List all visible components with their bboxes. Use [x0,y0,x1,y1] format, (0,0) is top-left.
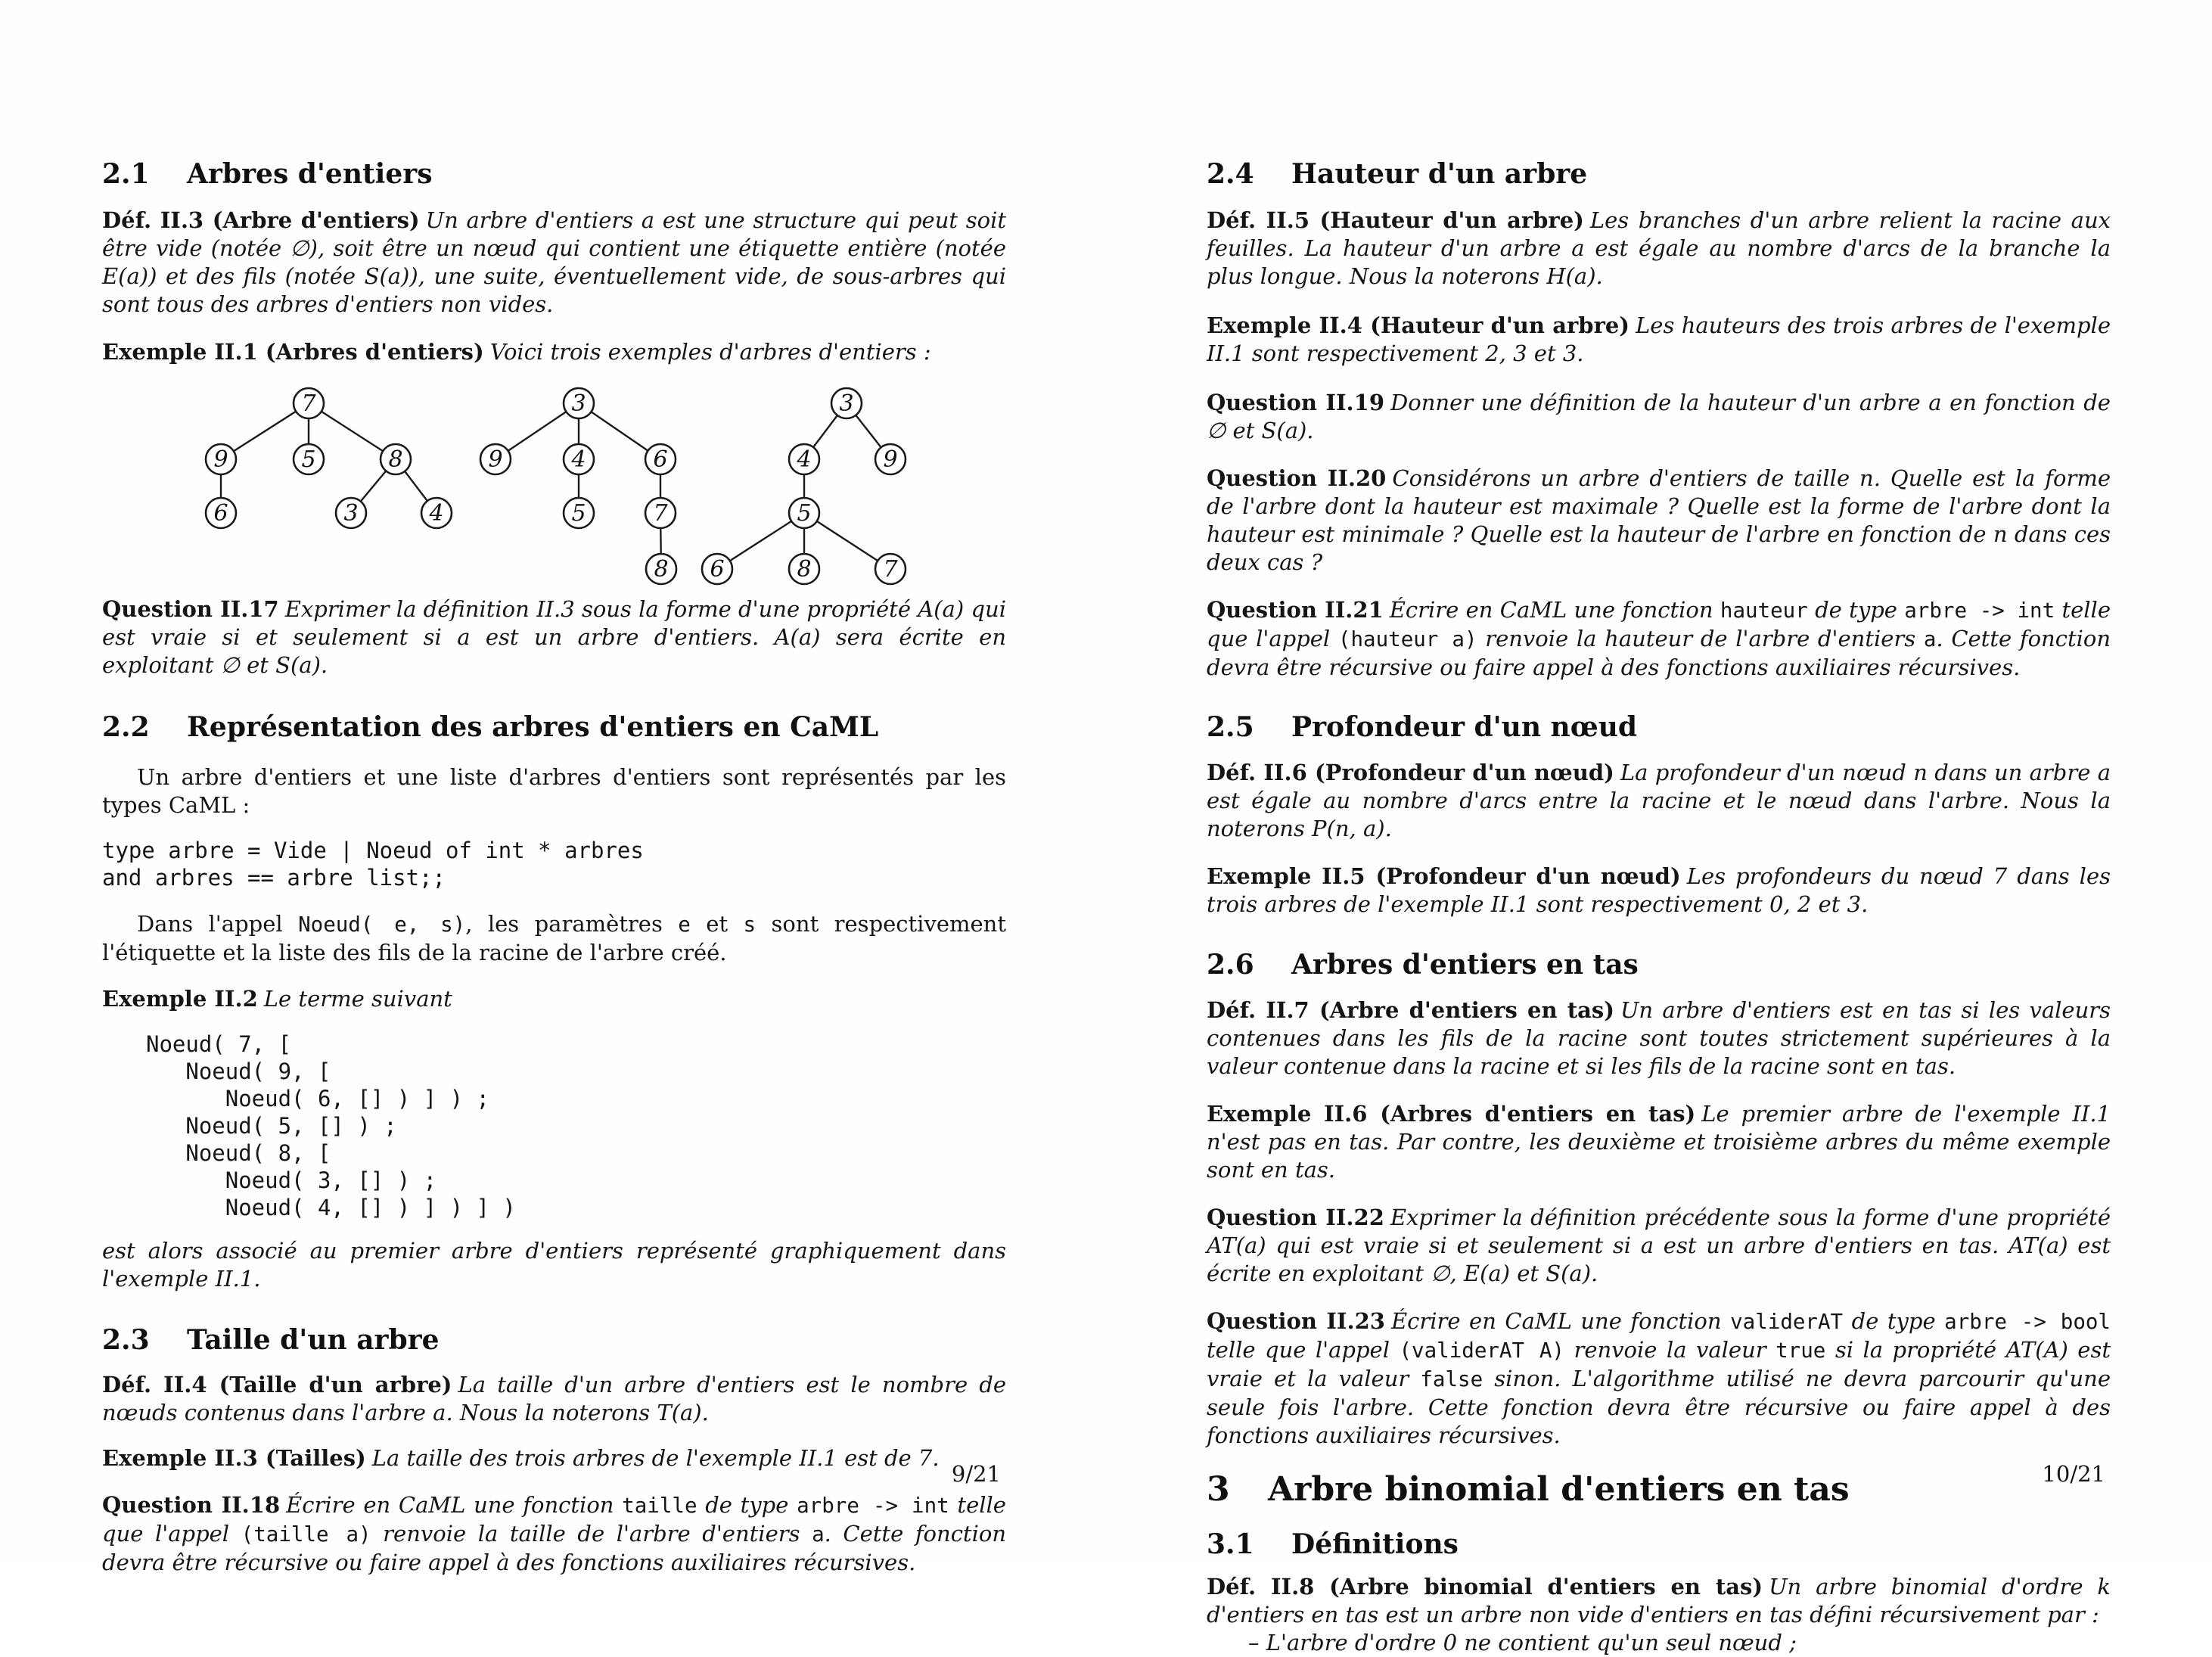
paragraph-exemple-ii2 [102,985,1006,1013]
code-line: Noeud( 7, [ [146,1031,292,1057]
inline-code: (validerAT A) [1399,1338,1564,1363]
inline-code: (hauteur a) [1337,627,1477,651]
paragraph-def-ii7 [1207,996,2111,1080]
page-9 [102,0,1007,1575]
question-text: . Cette fonction devra être récursive ou faire appel à des fonctions auxiliaires récursives. [102,1521,1006,1575]
code-line: Noeud( 9, [ [146,1059,331,1084]
heading-title: Hauteur d'un arbre [1291,158,1588,190]
question-text: renvoie la hauteur de l'arbre d'entiers [1477,626,1924,651]
tree-node-label: 9 [883,446,898,473]
paragraph-exemple-ii6 [1207,1100,2111,1184]
inline-code: true [1776,1338,1826,1363]
tree-node-label: 6 [710,556,725,583]
code-line: Noeud( 4, [] ) ] ) ] ) [146,1195,516,1220]
tree-node-label: 6 [213,500,228,527]
code-block-caml-types [102,837,1006,891]
heading-number: 2.5 [1207,711,1254,743]
definition-list-item [1207,1629,2111,1657]
paragraph-def-ii3 [102,207,1006,319]
heading-2-1 [102,157,1006,191]
paragraph-exemple-ii3 [102,1444,1006,1472]
heading-title: Définitions [1291,1528,1459,1560]
heading-title: Taille d'un arbre [187,1324,440,1356]
paragraph-question-ii22 [1207,1204,2111,1288]
inline-code: a [1923,627,1937,651]
heading-number: 3 [1207,1470,1230,1509]
paragraph-def-ii6 [1207,759,2111,843]
tree-node-label: 8 [654,556,669,583]
question-label: Question II.19 [1207,390,1384,415]
paragraph-def-ii5 [1207,207,2111,291]
tree-node-label: 4 [429,500,444,527]
question-label: Question II.20 [1207,465,1387,491]
code-line: type arbre = Vide | Noeud of int * arbres [102,838,644,863]
tree-node-label: 4 [571,446,586,473]
heading-3 [1207,1469,2111,1510]
paragraph-est-alors [102,1237,1006,1293]
tree-node-label: 8 [388,446,403,473]
code-block-noeud-term [102,1031,1006,1221]
question-text: Exprimer la définition II.3 sous la forme d'une propriété A(a) qui est vraie si et seulement si a est un arbre d'entiers. A(a) sera écrite en exploitant ∅ et S(a). [102,596,1006,678]
tree-3 [702,388,906,584]
code-line: Noeud( 3, [] ) ; [146,1167,437,1193]
code-line: Noeud( 8, [ [146,1140,331,1166]
inline-code: s [743,912,756,937]
body-text: , les paramètres [465,911,679,937]
paragraph-exemple-ii1 [102,338,1006,366]
question-text: renvoie la valeur [1564,1337,1776,1363]
question-text: si la propriété AT(A) est vraie et la valeur [1207,1337,2111,1391]
example-text: Les hauteurs des trois arbres de l'exemple II.1 sont respectivement 2, 3 et 3. [1207,312,2111,366]
inline-code: arbre -> bool [1944,1310,2111,1334]
definition-label: Déf. II.6 (Profondeur d'un nœud) [1207,760,1614,785]
definition-text: Les branches d'un arbre relient la racine aux feuilles. La hauteur d'un arbre a est égale au nombre d'arcs de la branche la plus longue. Nous la noterons H(a). [1207,207,2111,289]
inline-code: arbre -> int [797,1494,949,1518]
heading-title: Arbre binomial d'entiers en tas [1268,1470,1850,1509]
paragraph-dans-appel [102,910,1006,967]
tree-2 [480,388,676,584]
paragraph-question-ii17 [102,595,1006,679]
tree-node-label: 5 [571,500,586,527]
question-label: Question II.22 [1207,1205,1384,1230]
definition-text: La profondeur d'un nœud n dans un arbre a est égale au nombre d'arcs entre la racine et le nœud dans l'arbre. Nous la noterons P(n, a). [1207,760,2111,841]
page-10 [1207,0,2111,1655]
tree-node-label: 6 [653,446,668,473]
tree-node-label: 7 [653,500,668,527]
question-text: Écrire en CaML une fonction [286,1492,623,1518]
heading-number: 2.1 [102,158,150,190]
paragraph-question-ii20 [1207,465,2111,577]
definition-text: Un arbre d'entiers est en tas si les valeurs contenues dans les fils de la racine sont toutes strictement supérieures à la valeur contenue dans la racine et si les fils de la racine sont en tas. [1207,997,2111,1079]
paragraph-def-ii8 [1207,1573,2111,1629]
example-label: Exemple II.2 [102,986,258,1012]
body-text: Un arbre d'entiers et une liste d'arbres d'entiers sont représentés par les types CaML : [102,764,1006,818]
tree-node-label: 7 [301,390,316,417]
definition-label: Déf. II.5 (Hauteur d'un arbre) [1207,207,1584,233]
definition-label: Déf. II.8 (Arbre binomial d'entiers en tas) [1207,1574,1763,1599]
definition-label: Déf. II.3 (Arbre d'entiers) [102,207,420,233]
code-line: and arbres == arbre list;; [102,865,446,891]
heading-number: 3.1 [1207,1528,1254,1560]
example-text: Voici trois exemples d'arbres d'entiers : [489,339,931,365]
question-text: de type [697,1492,797,1518]
question-label: Question II.18 [102,1492,281,1518]
question-text: de type [1807,597,1905,623]
heading-number: 2.2 [102,711,150,743]
inline-code: e [678,912,691,937]
example-label: Exemple II.6 (Arbres d'entiers en tas) [1207,1101,1696,1127]
definition-item-text: – L'arbre d'ordre 0 ne contient qu'un seul nœud ; [1248,1630,1797,1655]
tree-node-label: 3 [571,390,586,417]
question-text: telle que l'appel [1207,597,2111,651]
tree-1 [206,388,452,528]
tree-node-label: 9 [488,446,503,473]
tree-node-label: 4 [797,446,812,473]
question-text: Écrire en CaML une fonction [1390,1308,1731,1334]
inline-code: (taille a) [241,1522,371,1547]
question-text: sinon. L'algorithme utilisé ne devra parcourir qu'une seule fois l'arbre. Cette fonction devra être récursive ou faire appel à des fonctions auxiliaires récursives. [1207,1366,2111,1448]
inline-code: a [812,1522,825,1547]
page-number: 9/21 [951,1461,1001,1487]
definition-text: Un arbre d'entiers a est une structure qui peut soit être vide (notée ∅), soit être un nœud qui contient une étiquette entière (notée E(a)) et des fils (notée S(a)), une suite, éventuellement vide, de sous-arbres qui sont tous des arbres d'entiers non vides. [102,207,1007,317]
tree-node-label: 9 [213,446,228,473]
inline-code: Noeud( e, s) [298,912,466,937]
definition-text: La taille d'un arbre d'entiers est le nombre de nœuds contenus dans l'arbre a. Nous la noterons T(a). [102,1372,1006,1425]
code-line: Noeud( 5, [] ) ; [146,1113,397,1139]
example-label: Exemple II.4 (Hauteur d'un arbre) [1207,312,1630,338]
question-text: renvoie la taille de l'arbre d'entiers [371,1521,812,1547]
inline-code: taille [622,1494,697,1518]
body-text: Dans l'appel [137,911,299,937]
inline-code: arbre -> int [1904,598,2055,623]
heading-number: 2.3 [102,1324,150,1356]
tree-node-label: 8 [797,556,812,583]
question-text: de type [1843,1308,1945,1334]
heading-title: Profondeur d'un nœud [1291,711,1638,743]
question-label: Question II.21 [1207,597,1384,623]
question-text: Écrire en CaML une fonction [1389,597,1720,623]
heading-2-2 [102,710,1006,744]
heading-title: Représentation des arbres d'entiers en CaML [187,711,879,743]
tree-node-label: 3 [839,390,854,417]
inline-code: hauteur [1720,598,1808,623]
example-label: Exemple II.3 (Tailles) [102,1445,366,1471]
paragraph-question-ii19 [1207,389,2111,445]
question-label: Question II.17 [102,596,279,622]
question-text: Donner une définition de la hauteur d'un arbre a en fonction de ∅ et S(a). [1207,390,2111,443]
heading-number: 2.6 [1207,949,1254,981]
question-text: . Cette fonction devra être récursive ou faire appel à des fonctions auxiliaires récursives. [1207,626,2111,680]
paragraph-question-ii18 [102,1491,1006,1577]
example-text: Les profondeurs du nœud 7 dans les trois arbres de l'exemple II.1 sont respectivement 0, 2 et 3. [1207,863,2111,917]
question-text: telle que l'appel [102,1492,1006,1547]
question-text: telle que l'appel [1207,1337,1400,1363]
example-label: Exemple II.5 (Profondeur d'un nœud) [1207,863,1681,889]
example-text: Le premier arbre de l'exemple II.1 n'est pas en tas. Par contre, les deuxième et troisième arbres du même exemple sont en tas. [1207,1101,2111,1183]
paragraph-question-ii23 [1207,1307,2111,1450]
heading-title: Arbres d'entiers [187,158,433,190]
paragraph-types-intro [102,763,1006,819]
example-label: Exemple II.1 (Arbres d'entiers) [102,339,484,365]
definition-label: Déf. II.4 (Taille d'un arbre) [102,1372,452,1397]
definition-label: Déf. II.7 (Arbre d'entiers en tas) [1207,997,1614,1023]
example-text: La taille des trois arbres de l'exemple II.1 est de 7. [371,1445,940,1471]
heading-title: Arbres d'entiers en tas [1291,949,1639,981]
paragraph-def-ii4 [102,1371,1006,1427]
paragraph-exemple-ii4 [1207,312,2111,368]
code-line: Noeud( 6, [] ) ] ) ; [146,1086,489,1111]
heading-2-4 [1207,157,2111,191]
inline-code: false [1420,1367,1483,1391]
example-text: est alors associé au premier arbre d'entiers représenté graphiquement dans l'exemple II.1. [102,1238,1006,1292]
body-text: sont respectivement l'étiquette et la liste des fils de la racine de l'arbre créé. [102,911,1006,965]
question-text: Considérons un arbre d'entiers de taille n. Quelle est la forme de l'arbre dont la hauteur est maximale ? Quelle est la forme de l'arbre dont la hauteur est minimale ? Quelle est la hauteur de l'arbre en fonction de n dans ces deux cas ? [1207,465,2111,575]
body-text: et [690,911,744,937]
heading-2-3 [102,1323,1006,1357]
example-text: Le terme suivant [263,986,452,1012]
tree-node-label: 5 [797,500,812,527]
tree-node-label: 3 [343,500,359,527]
heading-3-1 [1207,1528,2111,1561]
tree-node-label: 5 [301,446,316,473]
question-label: Question II.23 [1207,1308,1385,1334]
heading-2-6 [1207,948,2111,981]
inline-code: validerAT [1730,1310,1844,1334]
definition-text: Un arbre binomial d'ordre k d'entiers en tas est un arbre non vide d'entiers en tas défini récursivement par : [1207,1574,2111,1627]
heading-2-5 [1207,710,2111,744]
heading-number: 2.4 [1207,158,1254,190]
tree-node-label: 7 [883,556,898,583]
paragraph-exemple-ii5 [1207,863,2111,919]
page-number: 10/21 [2042,1461,2105,1487]
question-text: Exprimer la définition précédente sous la forme d'une propriété AT(a) qui est vraie si et seulement si a est un arbre d'entiers en tas. AT(a) est écrite en exploitant ∅, E(a) et S(a). [1207,1205,2111,1286]
tree-figure [102,381,1006,595]
paragraph-question-ii21 [1207,596,2111,682]
